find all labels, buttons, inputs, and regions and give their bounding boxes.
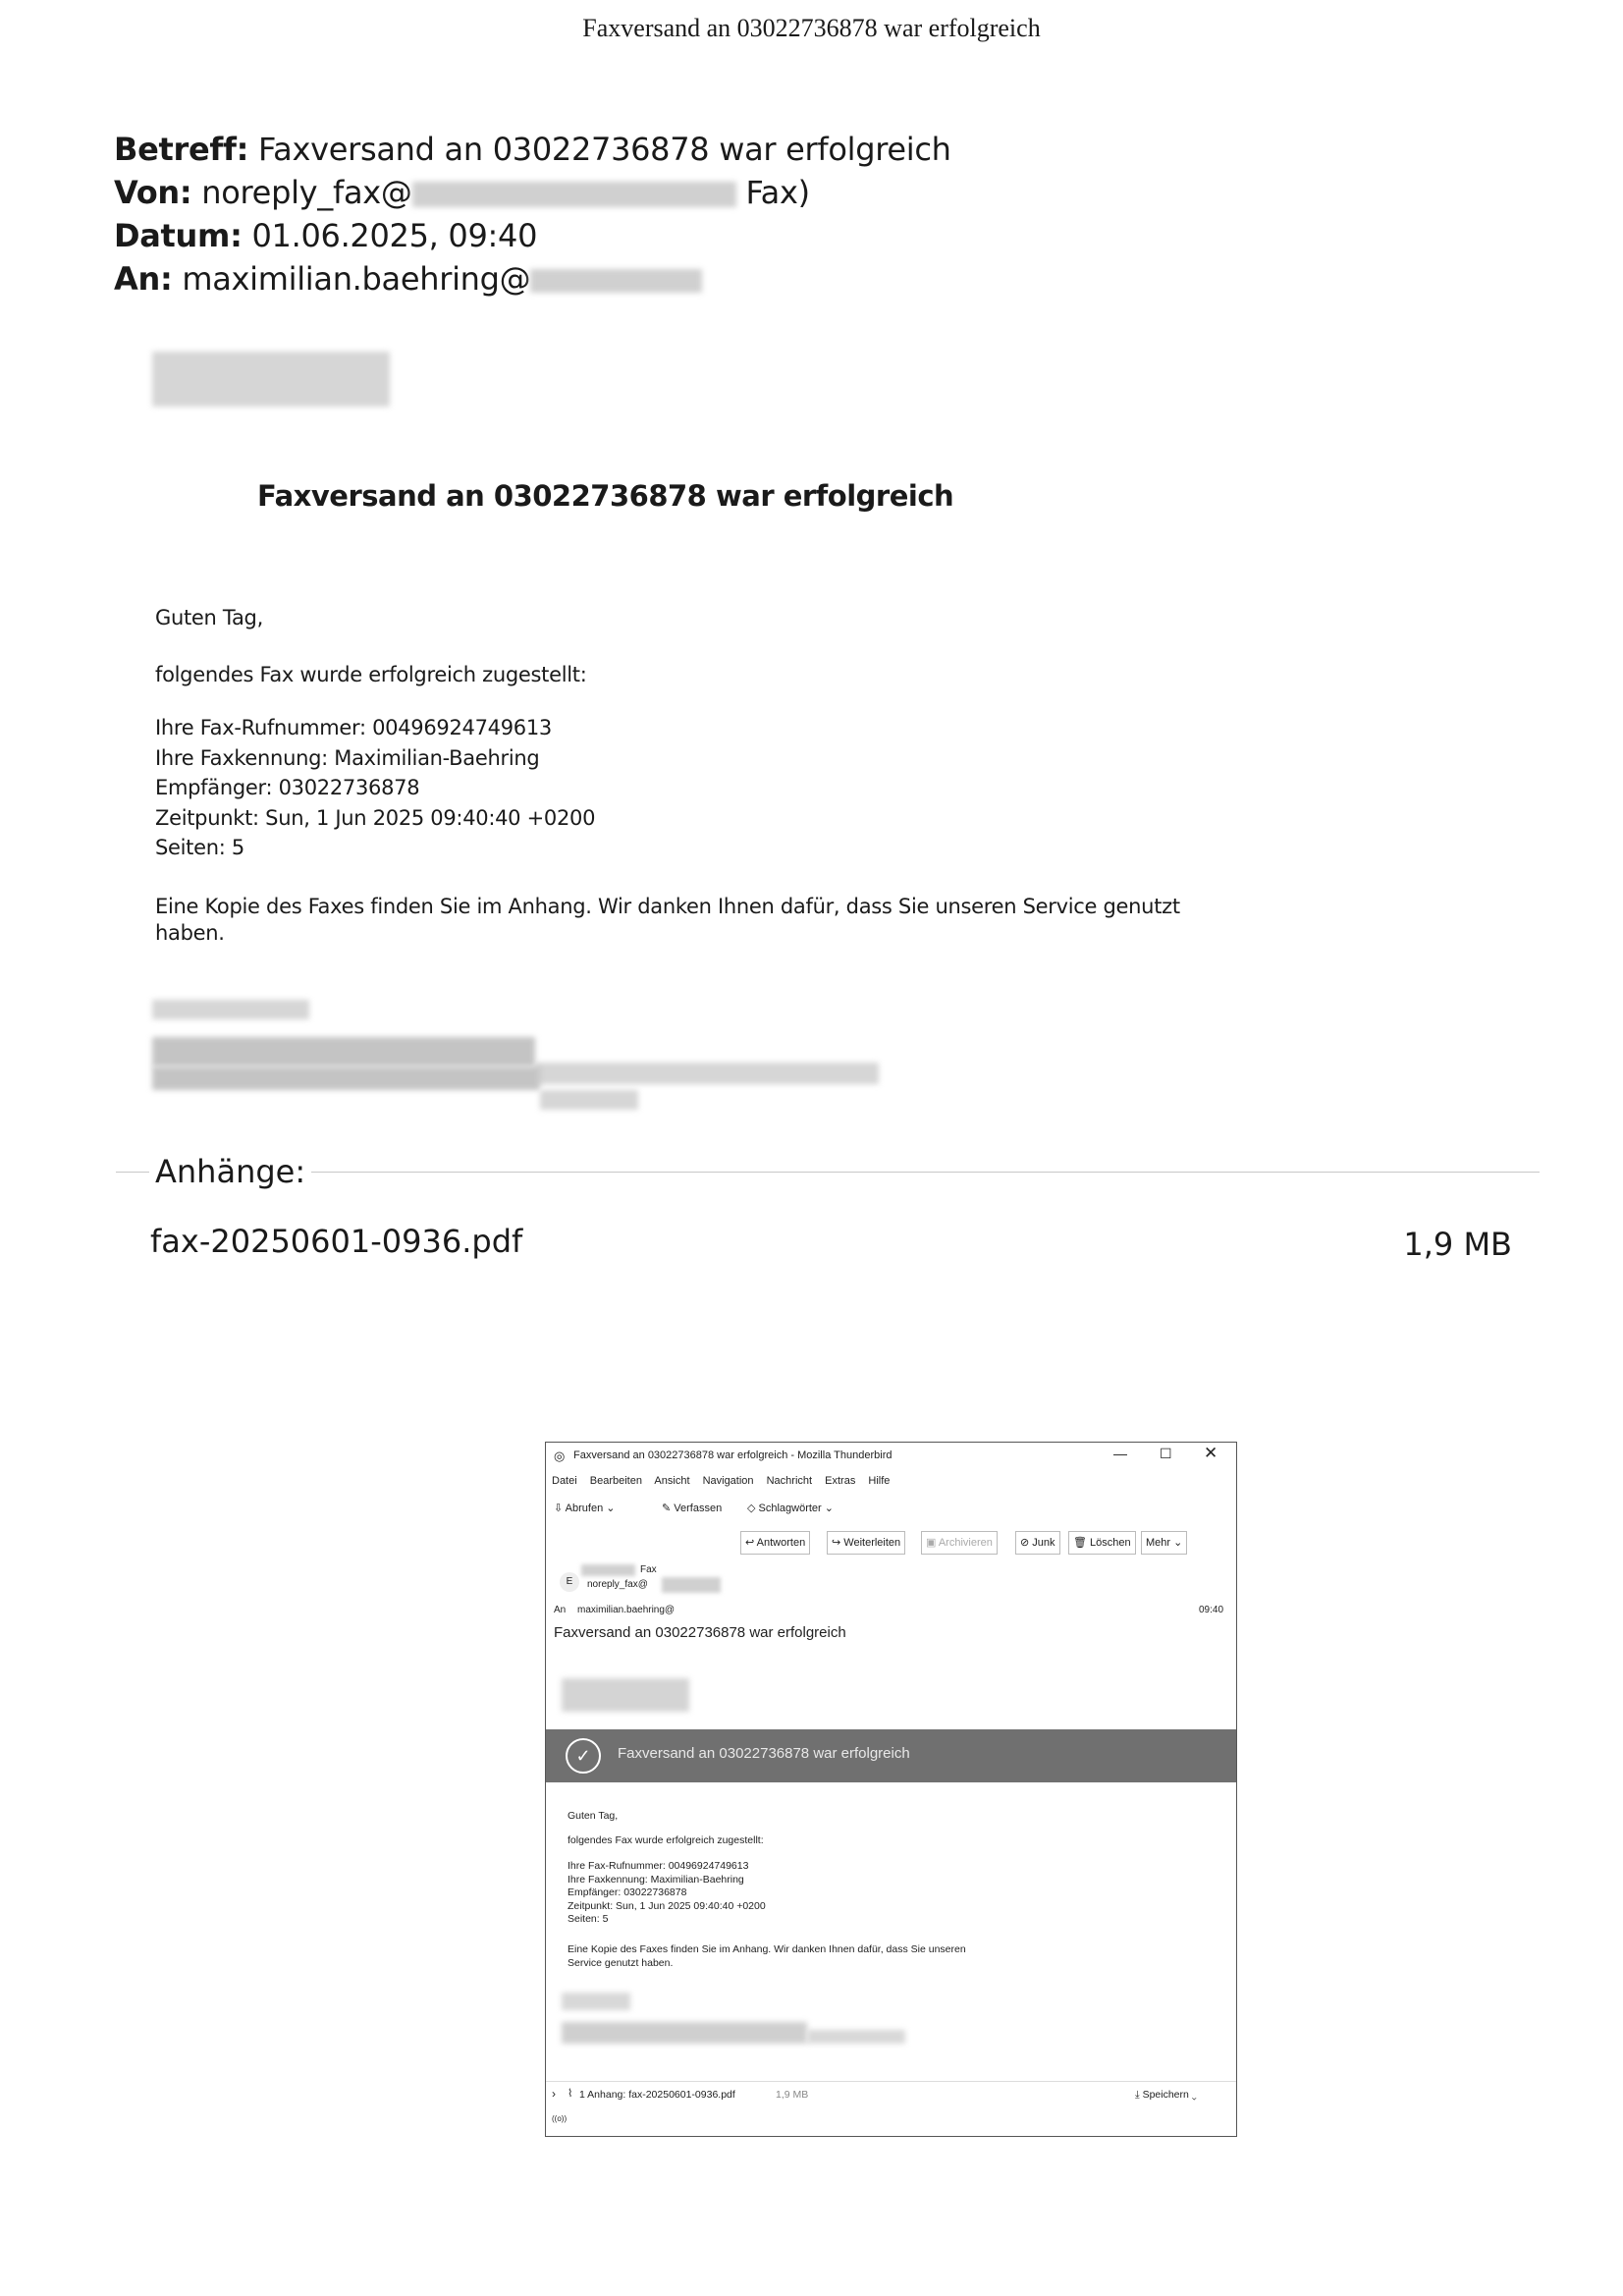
redacted-thumb-sig-2 [562,2022,807,2044]
check-icon: ✓ [566,1738,601,1774]
detail-fax-id: Ihre Faxkennung: Maximilian-Baehring [155,745,540,770]
subject-row [114,131,951,168]
from-label: Von: [114,174,192,211]
thunderbird-icon: ◎ [554,1449,566,1463]
page-title: Faxversand an 03022736878 war erfolgreich [582,14,1041,42]
menu-bearbeiten[interactable]: Bearbeiten [589,1475,642,1487]
intro-text: folgendes Fax wurde erfolgreich zugestellt: [155,663,587,686]
thumb-from-address: noreply_fax@ [587,1579,648,1590]
thumb-detail-fax-number: Ihre Fax-Rufnummer: 00496924749613 [568,1860,749,1872]
thunderbird-screenshot [545,1442,1237,2137]
thumb-status-icon: ((o)) [552,2114,568,2123]
redacted-thumb-domain [662,1577,721,1593]
to-row [114,260,702,298]
thumb-closing-line-2: Service genutzt haben. [568,1957,674,1969]
detail-fax-number: Ihre Fax-Rufnummer: 00496924749613 [155,716,552,739]
closing-line-2: haben. [155,921,225,945]
redacted-sender [412,182,736,207]
menu-extras[interactable]: Extras [825,1475,856,1487]
fax-details [155,713,595,863]
thumb-menubar [552,1475,890,1487]
detail-recipient: Empfänger: 03022736878 [155,776,420,799]
thumb-from-name: Fax [640,1564,657,1575]
thumb-closing-line-1: Eine Kopie des Faxes finden Sie im Anhang. Wir danken Ihnen dafür, dass Sie unseren [568,1943,966,1955]
thumb-banner [546,1729,1236,1782]
thumb-details [568,1860,766,1927]
avatar: E [560,1572,579,1592]
date-label: Datum: [114,217,243,254]
redacted-signature-name [152,1000,309,1019]
closing-text [155,894,1180,947]
detail-timestamp: Zeitpunkt: Sun, 1 Jun 2025 09:40:40 +0200 [155,805,596,830]
close-icon[interactable]: ✕ [1204,1444,1218,1462]
closing-line-1: Eine Kopie des Faxes finden Sie im Anhang. Wir danken Ihnen dafür, dass Sie unseren Service genutzt [155,895,1180,918]
message-heading: Faxversand an 03022736878 war erfolgreich [257,479,954,513]
to-label: An: [114,260,173,298]
attachment-file-size: 1,9 MB [1403,1226,1512,1263]
redacted-thumb-logo [562,1678,689,1712]
redacted-signature-line-2b [540,1090,638,1110]
maximize-icon[interactable]: ☐ [1160,1446,1172,1461]
thumb-detail-recipient: Empfänger: 03022736878 [568,1886,687,1898]
archive-button[interactable]: ▣ Archivieren [921,1531,998,1555]
fetch-button[interactable]: ⇩ Abrufen ⌄ [554,1503,616,1514]
thumb-attach-divider [546,2081,1236,2082]
greeting: Guten Tag, [155,606,263,629]
redacted-logo [152,352,390,407]
compose-button[interactable]: ✎ Verfassen [662,1503,723,1514]
thumb-attachment-text[interactable]: 1 Anhang: fax-20250601-0936.pdf [579,2089,735,2101]
paperclip-icon: ⌇ [568,2088,573,2100]
attachments-divider [116,1172,1540,1173]
subject-value: Faxversand an 03022736878 war erfolgreich [258,131,951,168]
to-value: maximilian.baehring@ [182,260,531,298]
menu-ansicht[interactable]: Ansicht [654,1475,690,1487]
more-button[interactable]: Mehr ⌄ [1141,1531,1187,1555]
attachment-file-name[interactable]: fax-20250601-0936.pdf [150,1223,523,1260]
menu-nachricht[interactable]: Nachricht [766,1475,813,1487]
thumb-attachment-size: 1,9 MB [776,2089,809,2101]
thumb-save-button[interactable]: ⤓ Speichern ⌄ [1135,2089,1197,2101]
attachments-title: Anhänge: [149,1153,311,1190]
thumb-window-title: Faxversand an 03022736878 war erfolgreich - Mozilla Thunderbird [573,1449,893,1461]
from-suffix: Fax) [745,174,810,211]
thumb-subject: Faxversand an 03022736878 war erfolgreich [554,1624,846,1641]
redacted-thumb-from [581,1564,635,1576]
chevron-right-icon[interactable]: › [552,2087,556,2101]
thumb-banner-text: Faxversand an 03022736878 war erfolgreich [618,1745,910,1762]
date-value: 01.06.2025, 09:40 [251,217,538,254]
redacted-signature-line-1 [152,1037,535,1066]
redacted-signature-line-1b [535,1063,879,1084]
from-value: noreply_fax@ [201,174,412,211]
menu-hilfe[interactable]: Hilfe [868,1475,891,1487]
menu-navigation[interactable]: Navigation [702,1475,754,1487]
redacted-thumb-sig-3 [807,2030,905,2044]
detail-pages: Seiten: 5 [155,836,244,859]
thumb-intro: folgendes Fax wurde erfolgreich zugestellt: [568,1834,764,1846]
subject-label: Betreff: [114,131,249,168]
delete-button[interactable]: 🗑 Löschen [1068,1531,1136,1555]
redacted-signature-line-2 [152,1066,540,1090]
thumb-greeting: Guten Tag, [568,1810,619,1822]
thumb-detail-fax-id: Ihre Faxkennung: Maximilian-Baehring [568,1873,744,1886]
minimize-icon[interactable]: — [1113,1446,1127,1461]
thumb-to-address: maximilian.baehring@ [577,1605,676,1615]
forward-button[interactable]: ↪ Weiterleiten [827,1531,905,1555]
date-row [114,217,537,254]
thumb-to-label: An [554,1605,567,1615]
from-row [114,174,810,211]
menu-datei[interactable]: Datei [552,1475,577,1487]
thumb-time: 09:40 [1199,1605,1224,1615]
junk-button[interactable]: ⊘ Junk [1015,1531,1060,1555]
thumb-detail-timestamp: Zeitpunkt: Sun, 1 Jun 2025 09:40:40 +0200 [568,1899,766,1912]
redacted-thumb-sig-1 [562,1993,630,2010]
thumb-detail-pages: Seiten: 5 [568,1913,609,1925]
thumb-closing [568,1942,966,1970]
reply-button[interactable]: ↩ Antworten [740,1531,810,1555]
redacted-recipient-domain [530,269,702,293]
tags-button[interactable]: ◇ Schlagwörter ⌄ [747,1503,834,1514]
